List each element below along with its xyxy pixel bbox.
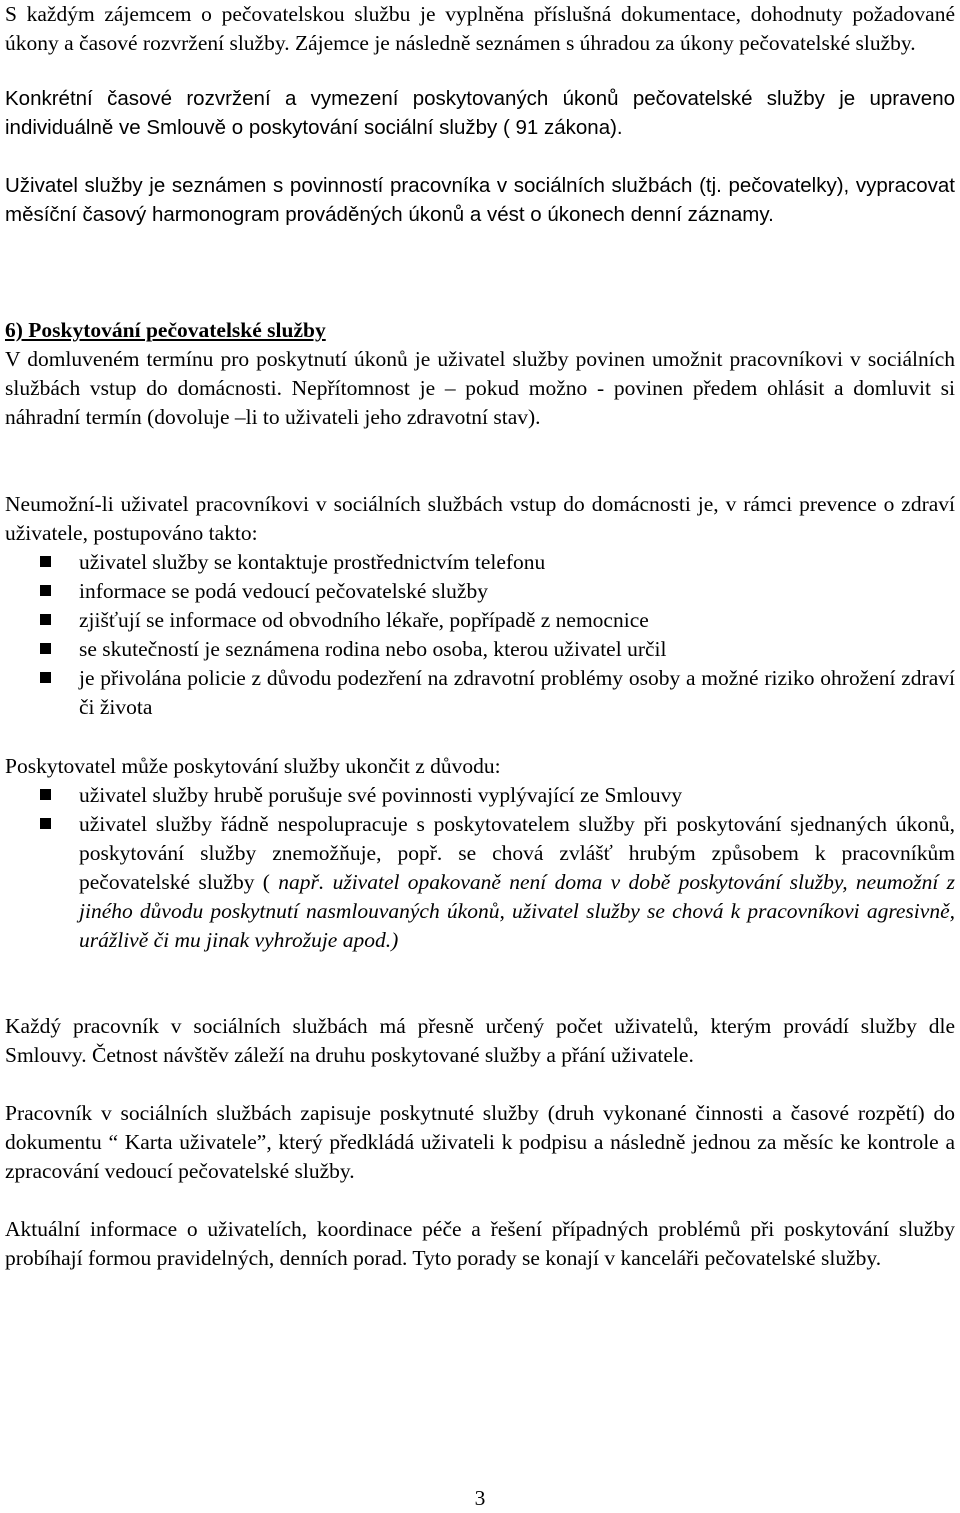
- list-item: se skutečností je seznámena rodina nebo osoba, kterou uživatel určil: [5, 635, 955, 664]
- paragraph-meetings: Aktuální informace o uživatelích, koordinace péče a řešení případných problémů při poskytování služby probíhají formou pravidelných, denních porad. Tyto porady se konají v kanceláři pečovatelské služby.: [5, 1217, 955, 1270]
- termination-example-text: např. uživatel opakovaně není doma v době poskytování služby, neumožní z jiného důvodu poskytnutí nasmlouvaných úkonů, uživatel služby se chová k pracovníkovi agresivně, urážlivě či mu jinak vyhrožuje apod.): [79, 870, 955, 952]
- square-bullet-icon: [40, 556, 51, 567]
- paragraph-workers: Každý pracovník v sociálních službách má přesně určený počet uživatelů, kterým provádí služby dle Smlouvy. Četnost návštěv záleží na druhu poskytované služby a přání uživatele.: [5, 1014, 955, 1067]
- square-bullet-icon: [40, 672, 51, 683]
- paragraph-no-access: Neumožní-li uživatel pracovníkovi v sociálních službách vstup do domácnosti je, v rámci prevence o zdraví uživatele, postupováno takto:: [5, 492, 955, 545]
- list-item: uživatel služby řádně nespolupracuje s poskytovatelem služby při poskytování sjednaných úkonů, poskytování služby znemožňuje, popř. se chová zvlášť hrubým způsobem k pracovníkům pečovatelské služby ( např. uživatel opakovaně není doma v době poskytování služby, neumožní z jiného důvodu poskytnutí nasmlouvaných úkonů, uživatel služby se chová k pracovníkovi agresivně, urážlivě či mu jinak vyhrožuje apod.): [5, 810, 955, 955]
- square-bullet-icon: [40, 643, 51, 654]
- paragraph-intake: S každým zájemcem o pečovatelskou službu je vyplněna příslušná dokumentace, dohodnuty požadované úkony a časové rozvržení služby. Zájemce je následně seznámen s úhradou za úkony pečovatelské služby.: [5, 2, 955, 55]
- paragraph-access: V domluveném termínu pro poskytnutí úkonů je uživatel služby povinen umožnit pracovníkovi v sociálních službách vstup do domácnosti. Nepřítomnost je – pokud možno - povinen předem ohlásit a domluvit si náhradní termín (dovoluje –li to uživateli jeho zdravotní stav).: [5, 347, 955, 429]
- paragraph-contract: Konkrétní časové rozvržení a vymezení poskytovaných úkonů pečovatelské služby je upraveno individuálně ve Smlouvě o poskytování sociální služby ( 91 zákona).: [5, 87, 955, 139]
- paragraph-termination-intro: Poskytovatel může poskytování služby ukončit z důvodu:: [5, 754, 501, 778]
- list-item: uživatel služby hrubě porušuje své povinnosti vyplývající ze Smlouvy: [5, 781, 955, 810]
- termination-list: [5, 781, 955, 955]
- square-bullet-icon: [40, 789, 51, 800]
- section-heading: 6) Poskytování pečovatelské služby: [5, 318, 326, 342]
- square-bullet-icon: [40, 818, 51, 829]
- list-item: uživatel služby se kontaktuje prostřednictvím telefonu: [5, 548, 955, 577]
- square-bullet-icon: [40, 585, 51, 596]
- procedure-list: [5, 548, 955, 722]
- list-item: zjišťují se informace od obvodního lékaře, popřípadě z nemocnice: [5, 606, 955, 635]
- page-number: 3: [474, 1486, 486, 1510]
- paragraph-user-informed: Uživatel služby je seznámen s povinností pracovníka v sociálních službách (tj. pečovatelky), vypracovat měsíční časový harmonogram prováděných úkonů a vést o úkonech denní záznamy.: [5, 174, 955, 226]
- list-item: je přivolána policie z důvodu podezření na zdravotní problémy osoby a možné riziko ohrožení zdraví či života: [5, 664, 955, 722]
- paragraph-user-card: Pracovník v sociálních službách zapisuje poskytnuté služby (druh vykonané činnosti a časové rozpětí) do dokumentu “ Karta uživatele”, který předkládá uživateli k podpisu a následně jednou za měsíc ke kontrole a zpracování vedoucí pečovatelské služby.: [5, 1101, 955, 1183]
- list-item: informace se podá vedoucí pečovatelské služby: [5, 577, 955, 606]
- square-bullet-icon: [40, 614, 51, 625]
